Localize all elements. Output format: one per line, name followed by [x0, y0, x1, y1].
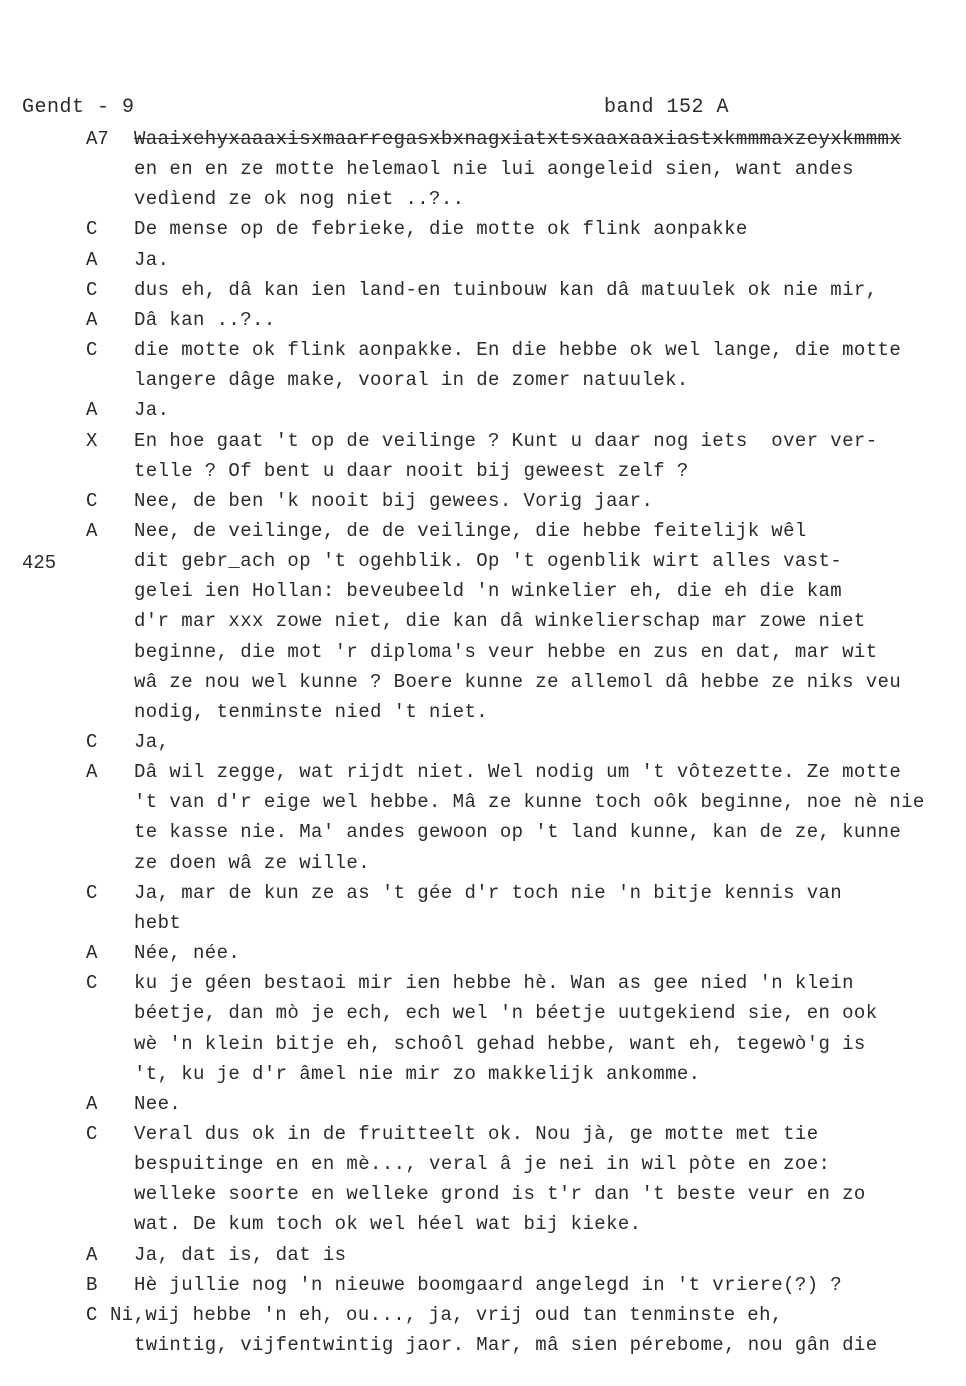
transcript-line: Ja, dat is, dat is: [134, 1243, 347, 1266]
transcript-line: die motte ok flink aonpakke. En die hebbe ok wel lange, die motte: [134, 339, 902, 362]
transcript-line: Ja, mar de kun ze as 't gée d'r toch nie 'n bitje kennis van: [134, 881, 843, 904]
transcript-line: en en en ze motte helemaol nie lui aongeleid sien, want andes: [134, 158, 854, 181]
speaker-label: A: [86, 1092, 98, 1115]
transcript-line: En hoe gaat 't op de veilinge ? Kunt u daar nog iets over ver-: [134, 429, 878, 452]
speaker-label: C: [86, 339, 98, 362]
transcript-line: Hè jullie nog 'n nieuwe boomgaard angelegd in 't vriere(?) ?: [134, 1273, 843, 1296]
speaker-label: A: [86, 308, 98, 331]
transcript-line: hebt: [134, 911, 182, 934]
transcript-line: wè 'n klein bitje eh, schoôl gehad hebbe, want eh, tegewò'g is: [134, 1032, 866, 1055]
transcript-line: Waaixehyxaaaxisxmaarregasxbxnagxiatxtsxaaxaaxiastxkmmmaxzeyxkmmmx: [134, 128, 902, 150]
transcript-line: ze doen wâ ze wille.: [134, 851, 371, 874]
transcript-line: twintig, vijfentwintig jaor. Mar, mâ sien pérebome, nou gân die: [134, 1334, 878, 1356]
transcript-line: welleke soorte en welleke grond is t'r dan 't beste veur en zo: [134, 1183, 866, 1206]
transcript-line: 't van d'r eige wel hebbe. Mâ ze kunne toch oôk beginne, noe nè nie: [134, 791, 925, 814]
speaker-label: C: [86, 731, 98, 753]
speaker-label: B: [86, 1273, 98, 1296]
speaker-label: A: [86, 399, 98, 422]
speaker-label: A: [86, 942, 98, 965]
transcript-line: nodig, tenminste nied 't niet.: [134, 700, 489, 723]
transcript-line: Ni,wij hebbe 'n eh, ou..., ja, vrij oud tan tenminste eh,: [110, 1303, 783, 1326]
transcript-line: Nee, de veilinge, de de veilinge, die hebbe feitelijk wêl: [134, 519, 807, 542]
header-left: Gendt - 9: [22, 96, 135, 119]
speaker-label: C: [86, 489, 98, 512]
transcript-line: Née, née.: [134, 942, 241, 965]
transcript-line: wâ ze nou wel kunne ? Boere kunne ze allemol dâ hebbe ze niks veu: [134, 670, 902, 693]
transcript-line: Nee, de ben 'k nooit bij gewees. Vorig jaar.: [134, 489, 654, 512]
transcript-line: Ja.: [134, 399, 170, 422]
speaker-label: A: [86, 761, 98, 784]
transcript-line: Dâ kan ..?..: [134, 308, 276, 331]
transcript-line: bespuitinge en en mè..., veral â je nei in wil pòte en zoe:: [134, 1153, 831, 1176]
speaker-label: C: [86, 218, 98, 241]
transcript-line: wat. De kum toch ok wel héel wat bij kieke.: [134, 1213, 642, 1236]
header-right: band 152 A: [604, 96, 730, 119]
speaker-label: C: [86, 972, 98, 995]
transcript-line: te kasse nie. Ma' andes gewoon op 't land kunne, kan de ze, kunne: [134, 821, 902, 844]
transcript-line: dus eh, dâ kan ien land-en tuinbouw kan dâ matuulek ok nie mir,: [134, 278, 878, 301]
speaker-label: A: [86, 519, 98, 542]
transcript-line: d'r mar xxx zowe niet, die kan dâ winkelierschap mar zowe niet: [134, 610, 866, 633]
transcript-line: telle ? Of bent u daar nooit bij geweest zelf ?: [134, 459, 689, 482]
speaker-label: C: [86, 1303, 98, 1326]
transcript-line: dit gebr_ach op 't ogehblik. Op 't ogenblik wirt alles vast-: [134, 550, 843, 573]
speaker-label: C: [86, 278, 98, 301]
transcript-line: De mense op de febrieke, die motte ok flink aonpakke: [134, 218, 748, 241]
transcript-line: Ja,: [134, 731, 170, 753]
transcript-line: Dâ wil zegge, wat rijdt niet. Wel nodig um 't vôtezette. Ze motte: [134, 761, 902, 784]
transcript-line: Nee.: [134, 1092, 182, 1115]
speaker-label: A7: [86, 128, 109, 150]
transcript-line: Ja.: [134, 248, 170, 271]
transcript-line: gelei ien Hollan: beveubeeld 'n winkelier eh, die eh die kam: [134, 580, 843, 603]
speaker-label: X: [86, 429, 98, 452]
speaker-label: A: [86, 248, 98, 271]
speaker-label: C: [86, 1122, 98, 1145]
transcript-line: béetje, dan mò je ech, ech wel 'n béetje uutgekiend sie, en ook: [134, 1002, 878, 1025]
transcript-line: langere dâge make, vooral in de zomer natuulek.: [134, 369, 689, 392]
speaker-label: C: [86, 881, 98, 904]
transcript-line: 't, ku je d'r âmel nie mir zo makkelijk ankomme.: [134, 1062, 701, 1085]
transcript-line: vedìend ze ok nog niet ..?..: [134, 188, 465, 211]
margin-number: 425: [22, 552, 57, 574]
transcript-line: ku je géen bestaoi mir ien hebbe hè. Wan as gee nied 'n klein: [134, 972, 854, 995]
transcript-line: beginne, die mot 'r diploma's veur hebbe en zus en dat, mar wit: [134, 640, 878, 663]
speaker-label: A: [86, 1243, 98, 1266]
transcript-line: Veral dus ok in de fruitteelt ok. Nou jà, ge motte met tie: [134, 1122, 819, 1145]
